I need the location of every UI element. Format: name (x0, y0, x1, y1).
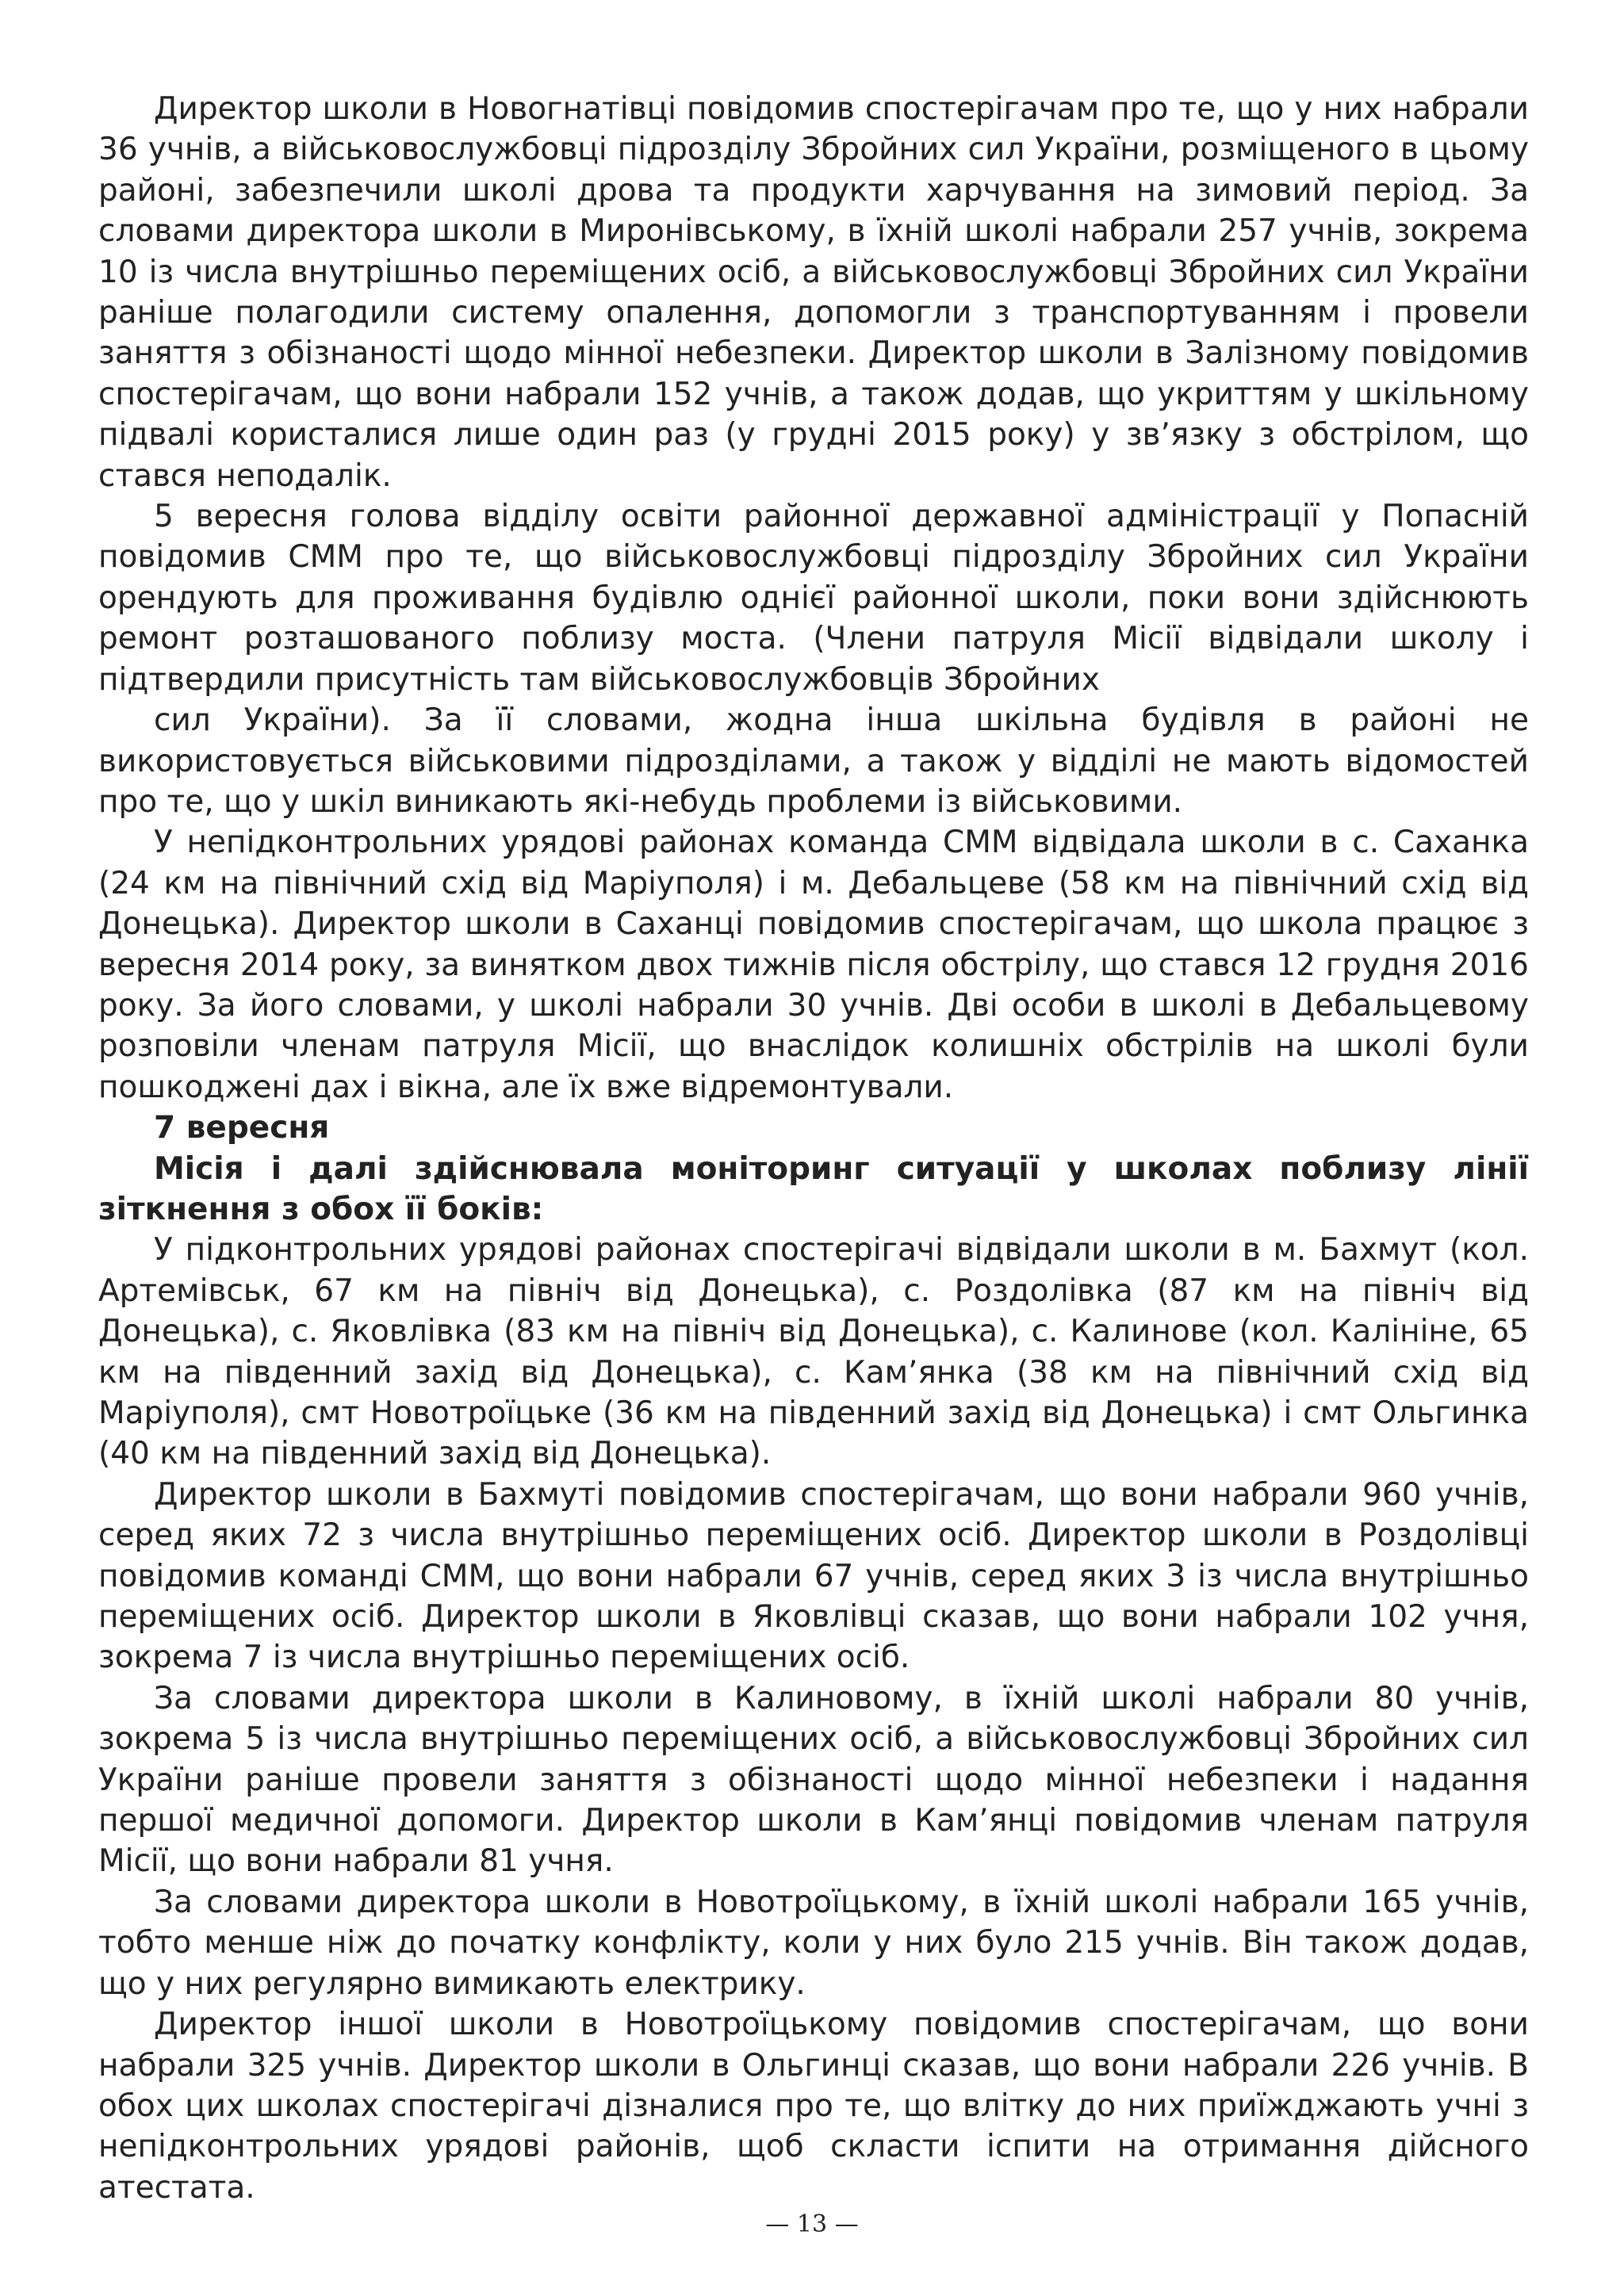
page-body (98, 89, 1529, 2208)
paragraph-novohnativka: Директор школи в Новогнатівці повідомив спостерігачам про те, що у них набрали 36 учнів, а військовослужбовці підрозділу Збройних сил України, розміщеного в цьому районі, забезпечили школі дрова та продукти харчування на зимовий період. За словами директора школи в Миронівському, в їхній школі набрали 257 учнів, зокрема 10 із числа внутрішньо переміщених осіб, а військовослужбовці Збройних сил України раніше полагодили систему опалення, допомогли з транспортуванням і провели заняття з обізнаності щодо мінної небезпеки. Директор школи в Залізному повідомив спостерігачам, що вони набрали 152 учнів, а також додав, що укриттям у шкільному підвалі користалися лише один раз (у грудні 2015 року) у зв’язку з обстрілом, що стався неподалік. (98, 91, 1529, 494)
paragraph-bakhmut: Директор школи в Бахмуті повідомив спостерігачам, що вони набрали 960 учнів, серед яких 72 з числа внутрішньо переміщених осіб. Директор школи в Роздолівці повідомив команді СММ, що вони набрали 67 учнів, серед яких 3 із числа внутрішньо переміщених осіб. Директор школи в Яковлівці сказав, що вони набрали 102 учня, зокрема 7 із числа внутрішньо переміщених осіб. (98, 1476, 1529, 1676)
paragraph-novotroitske: За словами директора школи в Новотроїцькому, в їхній школі набрали 165 учнів, тобто менше ніж до початку конфлікту, коли у них було 215 учнів. Він також додав, що у них регулярно вимикають електрику. (98, 1884, 1529, 2002)
paragraph-kalynove: За словами директора школи в Калиновому, в їхній школі набрали 80 учнів, зокрема 5 із числа внутрішньо переміщених осіб, а військовослужбовці Збройних сил України раніше провели заняття з обізнаності щодо мінної небезпеки і надання першої медичної допомоги. Директор школи в Кам’янці повідомив членам патруля Місії, що вони набрали 81 учня. (98, 1680, 1529, 1880)
mission-summary: Місія і далі здійснювала моніторинг ситуації у школах поблизу лінії зіткнення з обох її боків: (98, 1150, 1529, 1227)
paragraph-sakhanka: У непідконтрольних урядові районах команда СММ відвідала школи в с. Саханка (24 км на північний схід від Маріуполя) і м. Дебальцеве (58 км на північний схід від Донецька). Директор школи в Саханці повідомив спостерігачам, що школа працює з вересня 2014 року, за винятком двох тижнів після обстрілу, що стався 12 грудня 2016 року. За його словами, у школі набрали 30 учнів. Дві особи в школі в Дебальцевому розповіли членам патруля Місії, що внаслідок колишніх обстрілів на школі були пошкоджені дах і вікна, але їх вже відремонтували. (98, 825, 1529, 1105)
paragraph-olhynka: Директор іншої школи в Новотроїцькому повідомив спостерігачам, що вони набрали 325 учнів. Директор школи в Ольгинці сказав, що вони набрали 226 учнів. В обох цих школах спостерігачі дізналися про те, що влітку до них приїжджають учні з непідконтрольних урядові районів, щоб скласти іспити на отримання дійсного атестата. (98, 2007, 1529, 2206)
page-number: — 13 — (765, 2210, 859, 2238)
paragraph-visited-schools: У підконтрольних урядові районах спостерігачі відвідали школи в м. Бахмут (кол. Артемівськ, 67 км на північ від Донецька), с. Роздолівка (87 км на північ від Донецька), с. Яковлівка (83 км на північ від Донецька), с. Калинове (кол. Калініне, 65 км на південний захід від Донецька), с. Кам’янка (38 км на північний схід від Маріуполя), смт Новотроїцьке (36 км на південний захід від Донецька) і смт Ольгинка (40 км на південний захід від Донецька). (98, 1232, 1529, 1472)
paragraph-popasna: 5 вересня голова відділу освіти районної державної адміністрації у Попасній повідомив СММ про те, що військовослужбовці підрозділу Збройних сил України орендують для проживання будівлю однієї районної школи, поки вони здійснюють ремонт розташованого поблизу моста. (Члени патруля Місії відвідали школу і підтвердили присутність там військовослужбовців Збройних (98, 499, 1529, 698)
paragraph-popasna-continued: сил України). За її словами, жодна інша шкільна будівля в районі не використовується військовими підрозділами, а також у відділі не мають відомостей про те, що у шкіл виникають які-небудь проблеми із військовими. (98, 702, 1529, 820)
date-heading: 7 вересня (154, 1110, 330, 1146)
